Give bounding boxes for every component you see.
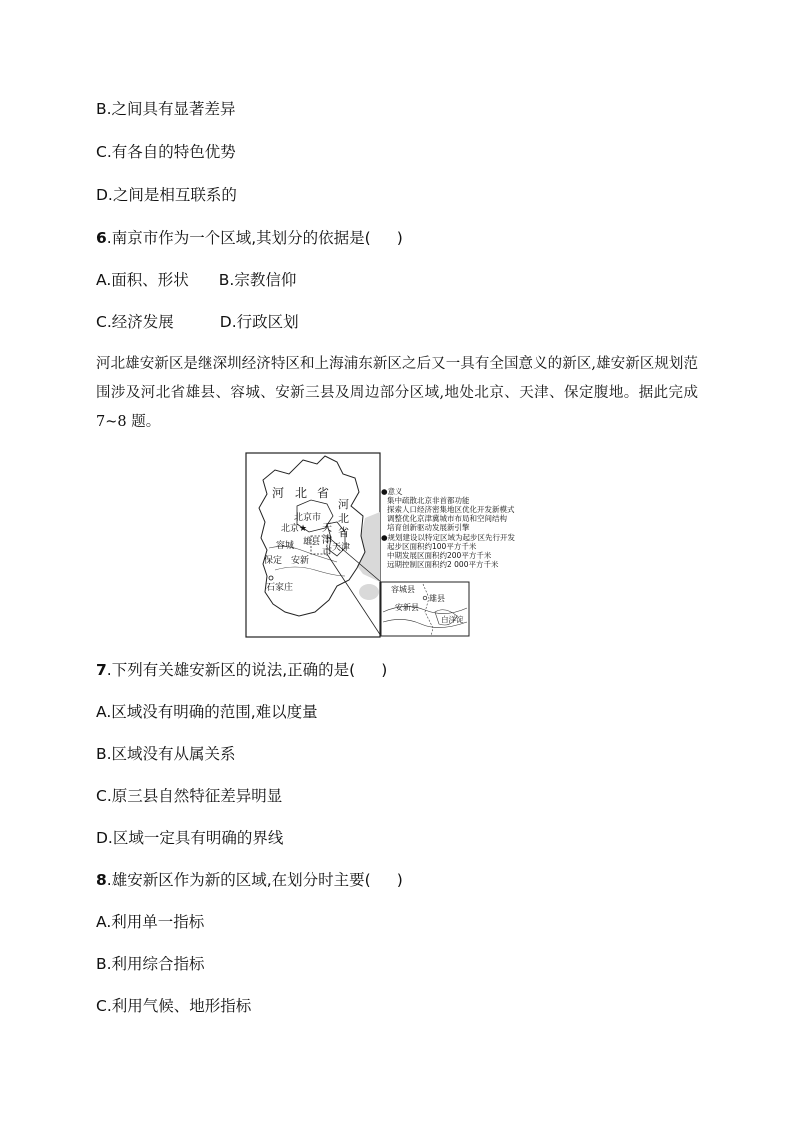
legend-item: ●意义	[381, 487, 403, 496]
label-xiongxian: 雄县	[303, 537, 321, 547]
question-8-text: .雄安新区作为新的区域,在划分时主要(	[106, 871, 371, 889]
label-baoding: 保定	[264, 556, 283, 566]
q8-option-a: A.利用单一指标	[96, 913, 205, 931]
q7-option-c: C.原三县自然特征差异明显	[96, 787, 283, 805]
reading-passage: 河北雄安新区是继深圳经济特区和上海浦东新区之后又一具有全国意义的新区,雄安新区规划范围涉及河北省雄县、容城、安新三县及周边部分区域,地处北京、天津、保定腹地。据此完成 7~8 题。	[96, 356, 698, 430]
question-8-close: )	[396, 871, 403, 889]
q6-option-a: A.面积、形状	[96, 271, 189, 289]
label-shijiazhuang: 石家庄	[266, 583, 294, 593]
q6-option-d: D.行政区划	[219, 313, 299, 331]
inset-label-xiongxian: 雄县	[429, 594, 445, 603]
inset-label-anxin: 安新县	[395, 603, 419, 612]
legend-item: ●规划建设以特定区域为起步区先行开发	[381, 533, 516, 542]
label-rongcheng: 容城	[276, 541, 295, 551]
q7-option-d: D.区域一定具有明确的界线	[96, 829, 284, 847]
question-6-text: .南京市作为一个区域,其划分的依据是(	[106, 229, 371, 247]
label-hebei-he: 河	[272, 486, 285, 500]
question-7-close: )	[381, 661, 388, 679]
legend-item: 集中疏散北京非首都功能	[387, 496, 470, 505]
label-hebei-sheng: 省	[317, 486, 330, 500]
label-hebei-bei: 北	[295, 486, 308, 500]
question-8	[96, 870, 403, 890]
question-7	[96, 660, 387, 680]
question-7-number: 7	[96, 661, 107, 679]
legend-item: 起步区面积约100平方千米	[387, 542, 477, 551]
label-beijing-city: 北京市	[294, 513, 322, 523]
inset-label-rongcheng: 容城县	[391, 585, 415, 594]
q6-option-b: B.宗教信仰	[218, 271, 297, 289]
legend-item: 探索人口经济密集地区优化开发新模式	[387, 505, 515, 514]
option-d-prev: D.之间是相互联系的	[96, 186, 237, 204]
label-beijing: 北京★	[281, 524, 308, 534]
legend-item: 调整优化京津冀城市布局和空间结构	[387, 514, 507, 523]
label-anxin: 安新	[291, 556, 310, 566]
coastal-shade	[359, 584, 379, 600]
label-jin: 津	[322, 535, 332, 546]
q6-option-c: C.经济发展	[96, 313, 174, 331]
legend-item: 培育创新驱动发展新引擎	[387, 523, 470, 532]
inset-label-baiyangdian: 白洋淀	[441, 615, 464, 624]
question-6-number: 6	[96, 229, 107, 247]
legend-item: 远期控制区面积约2 000平方千米	[387, 560, 499, 569]
label-right-he: 河	[338, 498, 349, 511]
question-7-text: .下列有关雄安新区的说法,正确的是(	[106, 661, 356, 679]
label-tian: 天	[322, 523, 332, 534]
label-right-sheng: 省	[338, 526, 349, 539]
q8-option-b: B.利用综合指标	[96, 955, 205, 973]
option-c-prev: C.有各自的特色优势	[96, 143, 236, 161]
question-6-close: )	[396, 229, 403, 247]
label-shi: 市	[322, 547, 332, 558]
legend-item: 中期发展区面积约200平方千米	[387, 551, 492, 560]
q7-option-b: B.区域没有从属关系	[96, 745, 236, 763]
option-b-prev: B.之间具有显著差异	[96, 100, 236, 118]
q7-option-a: A.区域没有明确的范围,难以度量	[96, 703, 318, 721]
label-right-bei: 北	[338, 512, 349, 525]
xiongan-map	[245, 452, 545, 638]
question-6	[96, 228, 403, 248]
label-tianjin: 天津	[332, 543, 351, 553]
question-8-number: 8	[96, 871, 107, 889]
xiongan-map-figure	[245, 452, 545, 638]
map-legend	[381, 486, 516, 569]
question-6-options-cd	[96, 312, 299, 332]
question-6-options-ab	[96, 270, 296, 290]
q8-option-c: C.利用气候、地形指标	[96, 997, 252, 1015]
